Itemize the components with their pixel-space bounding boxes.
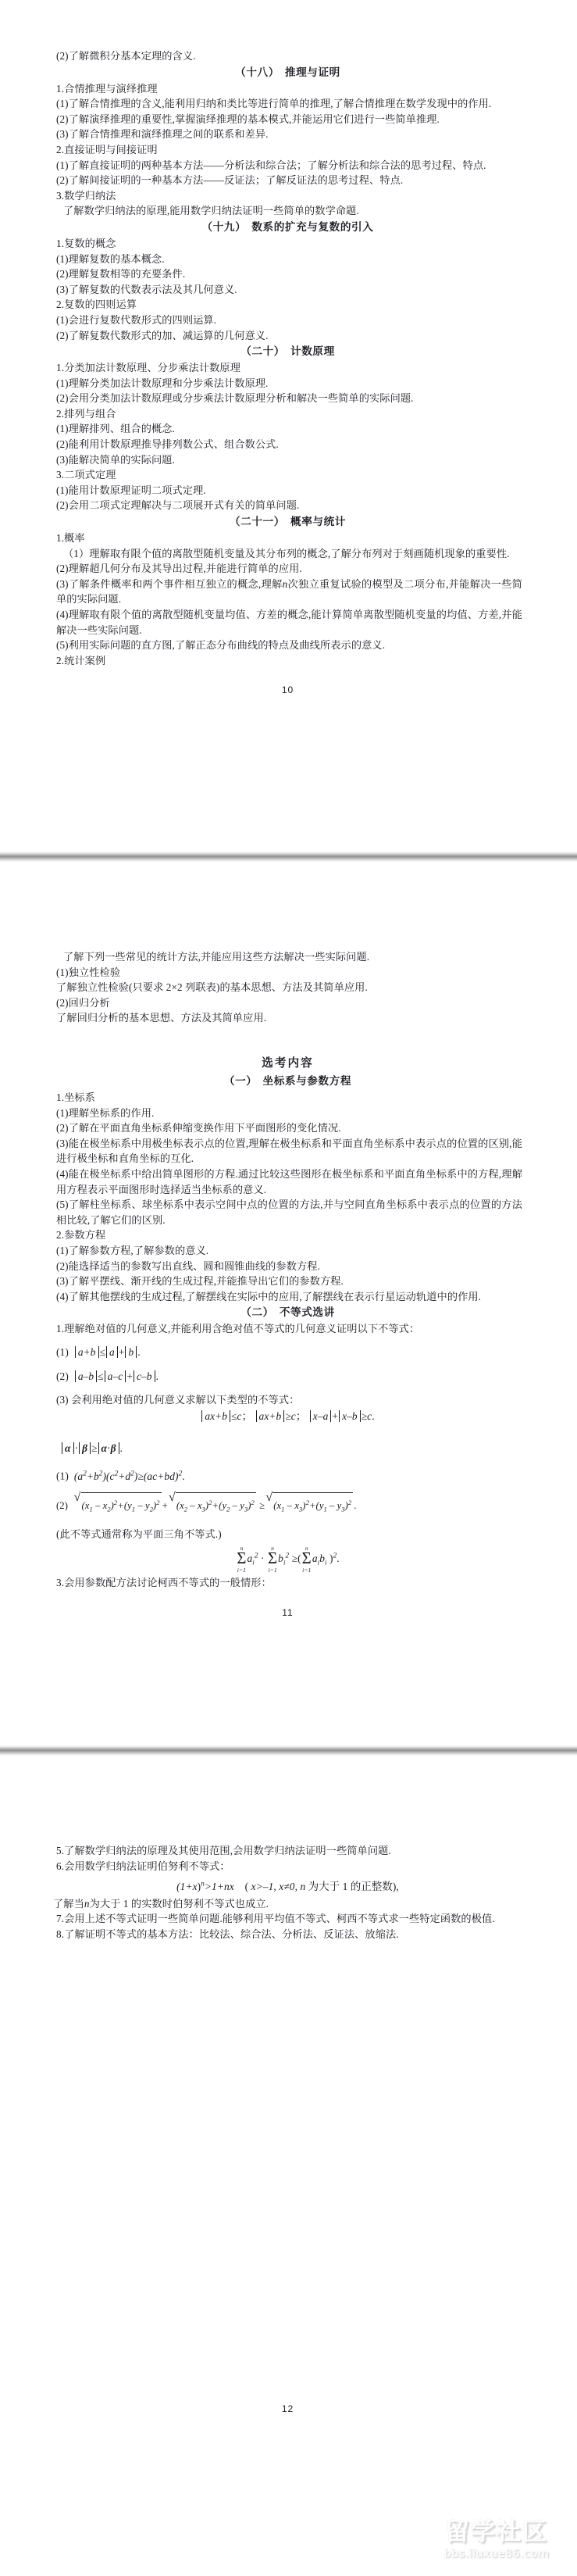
paragraph: (1)了解参数方程,了解参数的意义. [56, 1244, 209, 1256]
paragraph: (3)了解复数的代数表示法及其几何意义. [56, 283, 237, 295]
paragraph: 了解独立性检验(只要求 2×2 列联表)的基本思想、方法及其简单应用. [56, 981, 368, 994]
optional-content-heading: 选考内容 [262, 1056, 314, 1070]
section-title: 推理与证明 [284, 66, 340, 79]
section-heading-20 [53, 344, 522, 359]
formula-label: (1) [56, 1345, 69, 1358]
section-title: 不等式选讲 [279, 1306, 335, 1320]
page-3-body [0, 1843, 577, 2415]
paragraph: 6.会用数学归纳法证明伯努利不等式： [56, 1860, 230, 1872]
formula-label: (2) [56, 1500, 68, 1512]
section-heading-optional-1 [53, 1074, 522, 1089]
section-title: 坐标系与参数方程 [262, 1074, 352, 1088]
formula-body: a–b ≤ a–c + c–b . [71, 1370, 158, 1382]
formula-body: √ $(x_1 - x_2)^2+(y_1 - y_2)^2$ + √ $(x_2 - x_3)^2+(y_2 - y_3)^2$ ≥ √ $(x_1 - x_3)^2+(y_1 - y_3)^2$ . [70, 1500, 356, 1511]
paragraph: 了解下列一些常见的统计方法,并能应用这些方法解决一些实际问题. [63, 951, 370, 963]
page-number: 12 [281, 2403, 294, 2415]
paragraph: 2.复数的四则运算 [56, 298, 137, 311]
paragraph: 2.统计案例 [56, 654, 106, 666]
section-number: （二十一） [230, 516, 285, 529]
paragraph: 1.合情推理与演绎推理 [56, 82, 158, 95]
formula-label: (2) [56, 1370, 69, 1382]
paragraph: (2)理解超几何分布及其导出过程,并能进行简单的应用. [56, 563, 302, 575]
section-title: 计数原理 [290, 345, 335, 359]
page-2-body [0, 949, 577, 1619]
section-heading-19 [53, 220, 522, 235]
formula-gap [53, 1485, 522, 1492]
section-gap [53, 1026, 522, 1054]
paragraph: (1)理解分类加法计数原理和分步乘法计数原理. [56, 377, 269, 389]
formula-gap [53, 1426, 522, 1433]
paragraph: (2)能利用计数原理推导排列数公式、组合数公式. [56, 438, 279, 451]
section-number: （一） [223, 1074, 258, 1088]
paragraph: 1.坐标系 [56, 1091, 95, 1103]
paragraph: (3)能在极坐标系中用极坐标表示点的位置,理解在极坐标系和平面直角坐标系中表示点的位置的区别,能进行极坐标和直角坐标的互化. [56, 1137, 522, 1165]
formula-body: $(a^2+b^2)(c^2+d^2)\ge(ac+bd)^2$. [71, 1469, 185, 1482]
page-separator [0, 852, 577, 862]
paragraph: 了解数学归纳法的原理,能用数学归纳法证明一些简单的数学命题. [63, 205, 359, 217]
paragraph: (2)会用二项式定理解决与二项展开式有关的简单问题. [56, 499, 300, 512]
section-number: （十九） [201, 220, 247, 234]
paragraph: 1.理解绝对值的几何意义,并能利用含绝对值不等式的几何意义证明以下不等式： [56, 1323, 420, 1335]
formula-cauchy-algebraic [53, 1464, 522, 1485]
paragraph: (4)了解其他摆线的生成过程,了解摆线在实际中的应用,了解摆线在表示行星运动轨道中的作用. [56, 1290, 482, 1302]
section-title: 概率与统计 [290, 516, 346, 529]
paragraph: 2.直接证明与间接证明 [56, 143, 158, 155]
paragraph: (2)了解微积分基本定理的含义. [56, 50, 196, 62]
paragraph: (此不等式通常称为平面三角不等式.) [56, 1527, 222, 1540]
paragraph: (2)了解间接证明的一种基本方法——反证法；了解反证法的思考过程、特点. [56, 174, 404, 187]
paragraph: (2)了解在平面直角坐标系伸缩变换作用下平面图形的变化情况. [56, 1122, 341, 1134]
paragraph: (1)理解复数的基本概念. [56, 252, 165, 265]
paragraph: 2.排列与组合 [56, 407, 116, 420]
paragraph-with-math: 了解当n为大于 1 的实数时伯努利不等式也成立. [53, 1897, 269, 1910]
paragraph: 了解回归分析的基本思想、方法及其简单应用. [56, 1012, 267, 1024]
paragraph: (1)理解排列、组合的概念. [56, 423, 175, 435]
pre-footer-gap [53, 668, 522, 684]
formula-gap [53, 1433, 522, 1440]
formula-bernoulli [53, 1874, 522, 1895]
formula-body: $(1+x)^n>1+nx$ ( x>–1, x≠0, n 为大于 1 的正整数), [176, 1879, 399, 1892]
watermark-brand: 留学社区 [445, 2518, 548, 2546]
paragraph: 5.了解数学归纳法的原理及其使用范围,会用数学归纳法证明一些简单问题. [56, 1845, 391, 1856]
paragraph: (3) 会利用绝对值的几何意义求解以下类型的不等式： [56, 1393, 300, 1406]
paragraph: (3)了解合情推理和演绎推理之间的联系和差异. [56, 128, 269, 141]
section-title: 数系的扩充与复数的引入 [251, 220, 374, 234]
formula-body: a+b ≤ a + b . [71, 1346, 140, 1358]
formula-body: α · β ≥ α·β . [61, 1442, 123, 1454]
paragraph: (3)了解平摆线、渐开线的生成过程,并能推导出它们的参数方程. [56, 1275, 344, 1288]
formula-cauchy-vector [53, 1440, 522, 1457]
site-watermark [424, 2513, 569, 2573]
watermark-url: bbs.liuxue86.com [443, 2548, 550, 2560]
paragraph: (2)理解复数相等的充要条件. [56, 268, 186, 280]
paragraph: (1)了解合情推理的含义,能利用归纳和类比等进行简单的推理,了解合情推理在数学发现中的作用. [56, 98, 492, 110]
page-separator [0, 1745, 577, 1756]
formula-body: n Σ i=1 $a_i^2$ · n Σ i=1 $b_i^2$ ≥( n Σ i=1 $a_ib_i$ )$^2$. [237, 1544, 340, 1574]
paragraph: (2)能选择适当的参数写出直线、圆和圆锥曲线的参数方程. [56, 1259, 320, 1272]
formula-label: (1) [56, 1470, 69, 1482]
paragraph: (5)了解柱坐标系、球坐标系中表示空间中点的位置的方法,并与空间直角坐标系中表示点的位置的方法相比较,了解它们的区别. [56, 1199, 522, 1226]
paragraph-with-math: (3)了解条件概率和两个事件相互独立的概念,理解n次独立重复试验的模型及二项分布,并能解决一些简单的实际问题. [56, 577, 522, 606]
paragraph: 1.概率 [56, 532, 85, 545]
page-1-body [0, 48, 577, 696]
page-number: 10 [281, 684, 294, 696]
paragraph: (4)理解取有限个值的离散型随机变量均值、方差的概念,能计算简单离散型随机变量的均值、方差,并能解决一些实际问题. [56, 609, 522, 636]
paragraph: (1)会进行复数代数形式的四则运算. [56, 313, 217, 326]
paragraph: 1.分类加法计数原理、分步乘法计数原理 [56, 362, 240, 374]
section-number: （二十） [240, 345, 285, 359]
paragraph: (2)了解复数代数形式的加、减运算的几何意义. [56, 329, 269, 341]
formula-gap [53, 1520, 522, 1527]
page-top-margin [0, 0, 577, 48]
paragraph: 2.参数方程 [56, 1229, 106, 1242]
paragraph: 3.会用参数配方法讨论柯西不等式的一般情形： [56, 1577, 272, 1589]
paragraph: (1)了解直接证明的两种基本方法——分析法和综合法；了解分析法和综合法的思考过程、特点. [56, 159, 486, 171]
paragraph: 7.会用上述不等式证明一些简单问题.能够利用平均值不等式、柯西不等式求一些特定函数的极值. [56, 1913, 495, 1925]
pre-footer-gap [53, 1591, 522, 1606]
formula-abs-triangle [53, 1368, 522, 1385]
page-sheet-2 [0, 862, 577, 1745]
paragraph: (4)能在极坐标系中给出简单图形的方程.通过比较这些图形在极坐标系和平面直角坐标系中的方程,理解用方程表示平面图形时选择适当坐标系的意义. [56, 1167, 522, 1195]
paragraph: (2)会用分类加法计数原理或分步乘法计数原理分析和解决一些简单的实际问题. [56, 392, 414, 405]
section-number: （二） [240, 1306, 274, 1320]
paragraph: 3.二项式定理 [56, 469, 116, 481]
paragraph: (1)能用计数原理证明二项式定理. [56, 484, 206, 496]
page-sheet-1 [0, 0, 577, 852]
formula-cauchy-general [53, 1542, 522, 1575]
paragraph: (2)了解演绎推理的重要性,掌握演绎推理的基本模式,并能运用它们进行一些简单推理. [56, 113, 440, 125]
page-top-margin [0, 1756, 577, 1843]
section-heading-optional-2 [53, 1305, 522, 1320]
formula-planar-triangle [53, 1492, 522, 1520]
paragraph: (3)能解决简单的实际问题. [56, 453, 175, 466]
paragraph: (1)独立性检验 [56, 966, 121, 978]
formula-gap [53, 1361, 522, 1368]
formula-abs-types [53, 1407, 522, 1426]
paragraph: (1)理解坐标系的作用. [56, 1106, 155, 1119]
paragraph: （1）理解取有限个值的离散型随机变量及其分布列的概念,了解分布列对于刻画随机现象的重要性. [63, 547, 510, 559]
formula-abs-sum [53, 1344, 522, 1361]
section-heading-18 [53, 65, 522, 80]
paragraph: 1.复数的概念 [56, 237, 116, 249]
formula-body: ax+b ≤c； ax+b ≥c； x–a + x–b ≥c. [201, 1410, 374, 1422]
paragraph: 8.了解证明不等式的基本方法：比较法、综合法、分析法、反证法、放缩法. [56, 1928, 399, 1940]
formula-gap [53, 1337, 522, 1344]
page-3-bottom-whitespace [53, 1942, 522, 2403]
section-heading-21 [53, 514, 522, 530]
paragraph: (5)利用实际问题的直方图,了解正态分布曲线的特点及曲线所表示的意义. [56, 639, 386, 652]
page-top-margin [0, 862, 577, 949]
paragraph: (2)回归分析 [56, 996, 110, 1009]
page-number: 11 [282, 1606, 294, 1618]
section-number: （十八） [235, 66, 280, 79]
paragraph: 3.数学归纳法 [56, 189, 116, 202]
page-sheet-3 [0, 1756, 577, 2576]
formula-gap [53, 1457, 522, 1464]
formula-gap [53, 1385, 522, 1392]
